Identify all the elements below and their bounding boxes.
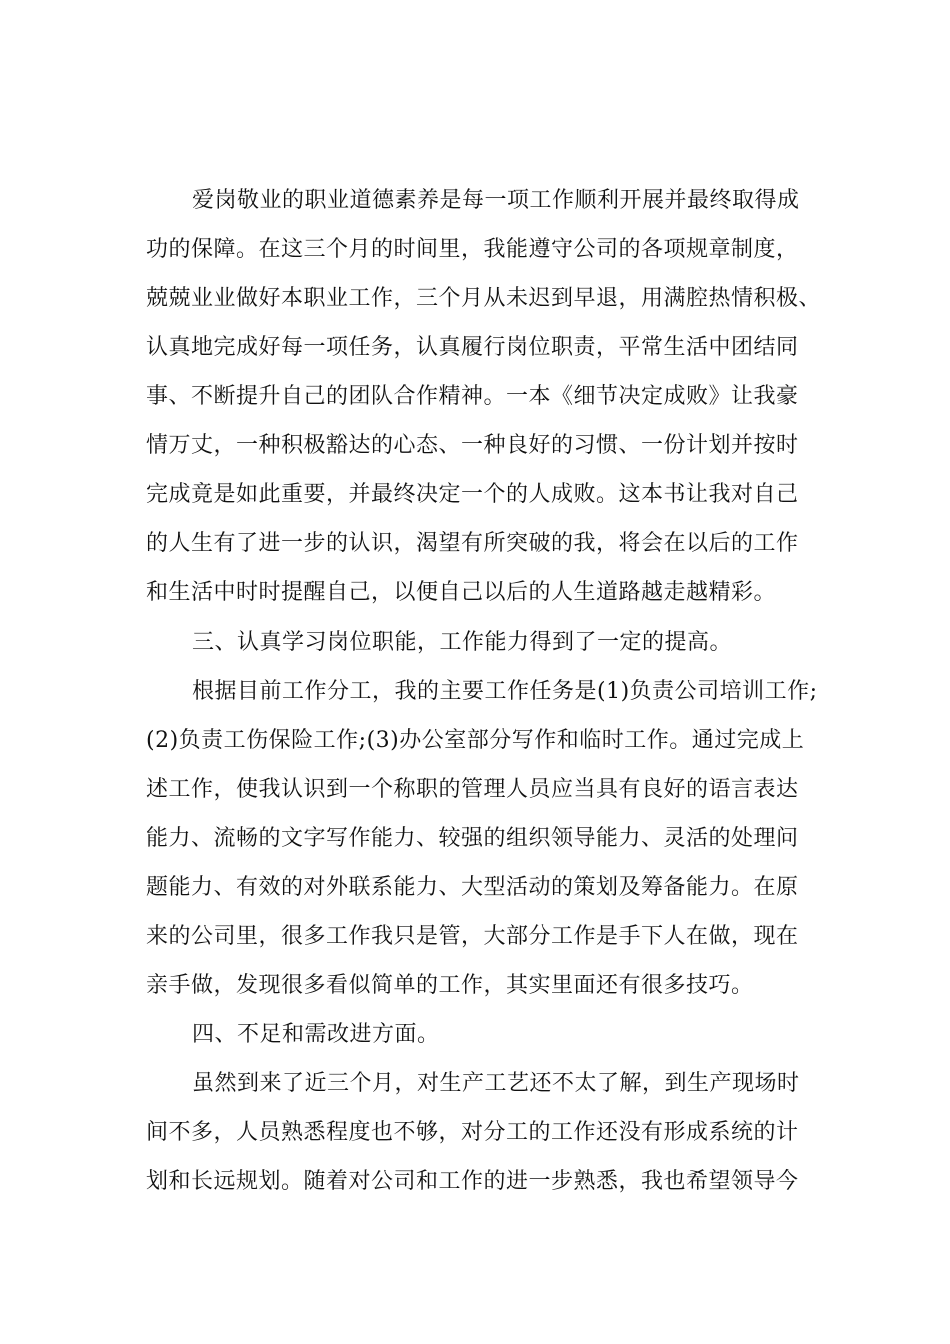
paragraph-line: 完成竟是如此重要，并最终决定一个的人成败。这本书让我对自己 — [146, 482, 799, 507]
section-heading: 三、认真学习岗位职能，工作能力得到了一定的提高。 — [192, 630, 733, 655]
paragraph-line: 情万丈，一种积极豁达的心态、一种良好的习惯、一份计划并按时 — [146, 433, 799, 458]
paragraph-line: 兢兢业业做好本职业工作，三个月从未迟到早退，用满腔热情积极、 — [146, 286, 822, 311]
paragraph-line: 功的保障。在这三个月的时间里，我能遵守公司的各项规章制度， — [146, 237, 799, 262]
paragraph-line: 的人生有了进一步的认识，渴望有所突破的我，将会在以后的工作 — [146, 531, 799, 556]
paragraph-line: 划和长远规划。随着对公司和工作的进一步熟悉，我也希望领导今 — [146, 1169, 799, 1194]
paragraph-line: 虽然到来了近三个月，对生产工艺还不太了解，到生产现场时 — [192, 1071, 800, 1096]
paragraph-line: 亲手做，发现很多看似简单的工作，其实里面还有很多技巧。 — [146, 973, 754, 998]
paragraph-line: 述工作，使我认识到一个称职的管理人员应当具有良好的语言表达 — [146, 777, 799, 802]
paragraph-line: 和生活中时时提醒自己，以便自己以后的人生道路越走越精彩。 — [146, 580, 777, 605]
section-heading: 四、不足和需改进方面。 — [192, 1022, 440, 1047]
paragraph-line: 题能力、有效的对外联系能力、大型活动的策划及筹备能力。在原 — [146, 875, 799, 900]
paragraph-line: 间不多，人员熟悉程度也不够，对分工的工作还没有形成系统的计 — [146, 1120, 799, 1145]
paragraph-line: 爱岗敬业的职业道德素养是每一项工作顺利开展并最终取得成 — [192, 188, 800, 213]
paragraph-line: 认真地完成好每一项任务，认真履行岗位职责，平常生活中团结同 — [146, 335, 799, 360]
paragraph-line: 能力、流畅的文字写作能力、较强的组织领导能力、灵活的处理问 — [146, 826, 799, 851]
paragraph-line: (2)负责工伤保险工作;(3)办公室部分写作和临时工作。通过完成上 — [146, 728, 805, 753]
paragraph-line: 来的公司里，很多工作我只是管，大部分工作是手下人在做，现在 — [146, 924, 799, 949]
paragraph-line: 根据目前工作分工，我的主要工作任务是(1)负责公司培训工作; — [192, 679, 818, 704]
paragraph-line: 事、不断提升自己的团队合作精神。一本《细节决定成败》让我豪 — [146, 384, 799, 409]
